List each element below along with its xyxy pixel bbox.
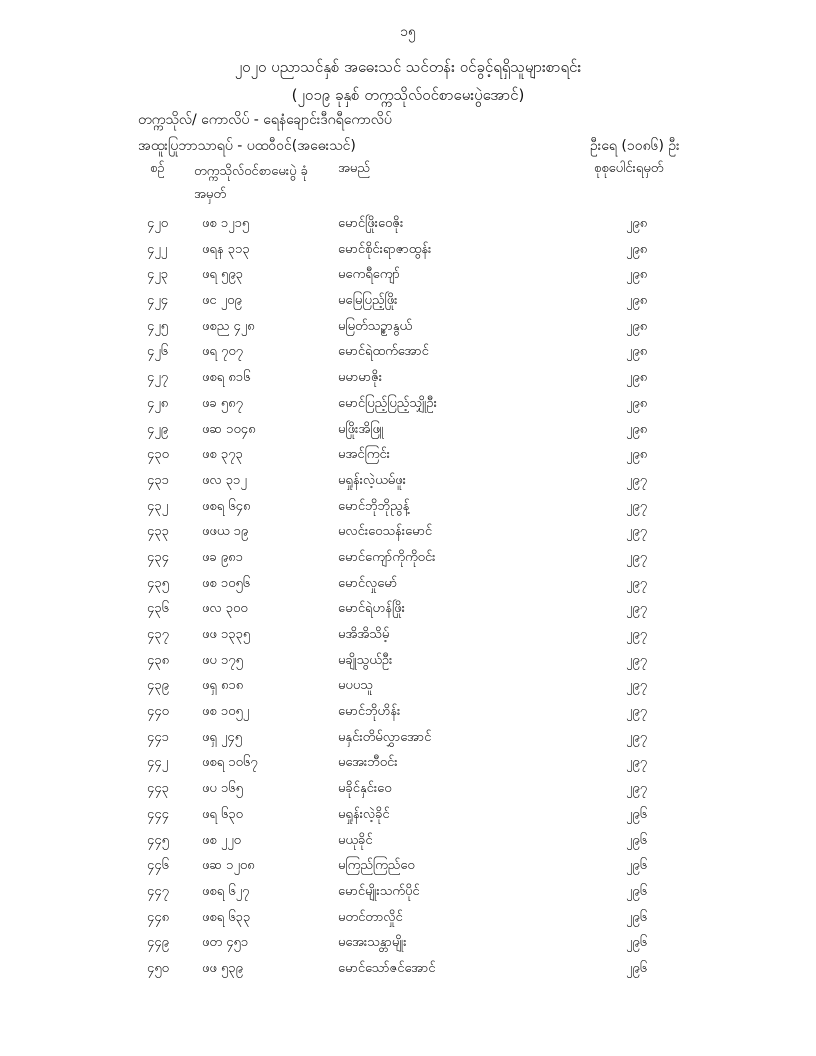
row-roll-number: ဖစ ၁၀၅၆ <box>202 575 251 591</box>
table-row <box>0 266 816 292</box>
table-row <box>0 934 816 960</box>
header-name: အမည် <box>338 161 370 176</box>
row-number: ၄၂၇ <box>147 370 169 386</box>
row-number: ၄၄၇ <box>147 883 169 899</box>
row-number: ၄၃၆ <box>147 601 169 617</box>
row-roll-number: ဖဖယ ၁၉ <box>202 524 249 540</box>
table-row <box>0 343 816 369</box>
table-row <box>0 729 816 755</box>
row-name: မမြတ်သဉ္စာနွယ် <box>338 318 413 334</box>
row-number: ၄၂၆ <box>147 344 169 360</box>
row-roll-number: ဖင ၂၀၉ <box>202 293 242 309</box>
subject-line: အထူးပြုဘာသာရပ် - ပထဝီဝင်(အဓေးသင်) <box>138 138 356 154</box>
row-name: မဖြိုးအိဖြူ <box>338 421 384 437</box>
row-number: ၄၄၆ <box>147 858 169 874</box>
row-roll-number: ဖရှ ၂၄၅ <box>202 729 243 745</box>
row-number: ၄၄၅ <box>147 832 169 848</box>
row-name: မောင်ရဲဟန်ဖြိုး <box>338 601 405 617</box>
table-row <box>0 883 816 909</box>
row-roll-number: ဖစ ၁၂၁၅ <box>202 216 250 231</box>
row-total: ၂၉၇ <box>626 652 648 668</box>
table-row <box>0 780 816 806</box>
table-row <box>0 472 816 498</box>
row-name: မကြည်ကြည်ဝေ <box>338 858 415 874</box>
row-total: ၂၉၇ <box>626 549 648 565</box>
row-total: ၂၉၈ <box>626 421 648 437</box>
row-name: မောင်ကျော်ကိုကိုဝင်း <box>338 549 436 565</box>
row-total: ၂၉၇ <box>626 729 648 745</box>
table-row <box>0 832 816 858</box>
row-total: ၂၉၇ <box>626 781 648 797</box>
row-name: မောင်ပြည့်ပြည့်သျှိုဦး <box>338 395 437 411</box>
page-number: ၁၅ <box>400 24 416 40</box>
table-row <box>0 369 816 395</box>
table-body <box>0 215 816 986</box>
row-name: မတင်တာလှိုင် <box>338 909 403 925</box>
row-total: ၂၉၈ <box>626 395 648 411</box>
row-total: ၂၉၇ <box>626 472 648 488</box>
row-number: ၄၃၁ <box>147 472 169 488</box>
table-row <box>0 318 816 344</box>
row-roll-number: ဖဖ ၁၃၃၅ <box>202 627 251 642</box>
row-number: ၄၃၇ <box>147 627 169 642</box>
row-roll-number: ဖစရ ၆၃၃ <box>202 909 251 925</box>
row-total: ၂၉၈ <box>626 318 648 334</box>
row-roll-number: ဖရ ၇၀၇ <box>202 344 243 360</box>
row-total: ၂၉၇ <box>626 498 648 514</box>
row-roll-number: ဖစရ ၆၄၈ <box>202 498 251 514</box>
row-number: ၄၄၀ <box>147 704 169 720</box>
header-no: စဉ် <box>150 161 165 176</box>
row-number: ၄၂၅ <box>147 318 169 334</box>
row-roll-number: ဖခ ၉၈၁ <box>202 549 243 565</box>
row-name: မခိုင်နှင်းဝေ <box>338 781 392 797</box>
row-roll-number: ဖတ ၄၅၁ <box>202 935 249 951</box>
row-number: ၄၄၃ <box>147 781 169 797</box>
table-row <box>0 421 816 447</box>
row-number: ၄၄၄ <box>147 806 169 822</box>
row-name: မောင်ရဲထက်အောင် <box>338 344 429 360</box>
table-row <box>0 703 816 729</box>
row-roll-number: ဖစရ ၁၀၆၇ <box>202 755 258 771</box>
row-name: မအေးဘီဝင်း <box>338 755 398 771</box>
row-roll-number: ဖစရ ၆၂၇ <box>202 883 250 899</box>
university-line: တက္ကသိုလ်/ ကောလိပ် - ရေနံချောင်းဒီဂရီကောလိပ် <box>138 112 392 128</box>
row-roll-number: ဖပ ၁၇၅ <box>202 652 243 668</box>
row-total: ၂၉၆ <box>626 909 648 925</box>
row-number: ၄၂၉ <box>147 421 169 437</box>
row-name: မောင်ဖြိုးဝေဇိုး <box>338 216 404 231</box>
row-total: ၂၉၆ <box>626 935 648 951</box>
row-total: ၂၉၇ <box>626 627 648 642</box>
row-name: မမာမာဇိုး <box>338 370 383 386</box>
row-total: ၂၉၈ <box>626 216 648 231</box>
table-row <box>0 498 816 524</box>
row-roll-number: ဖစရ ၈၁၆ <box>202 370 251 386</box>
row-total: ၂၉၈ <box>626 293 648 309</box>
table-row <box>0 960 816 986</box>
row-name: မနှင်းတိမ်လွှာအောင် <box>338 729 432 745</box>
row-number: ၄၄၈ <box>147 909 170 925</box>
row-total: ၂၉၇ <box>626 575 648 591</box>
row-name: မအိအိသိမ့် <box>338 627 390 642</box>
row-total: ၂၉၆ <box>626 806 648 822</box>
row-name: မပပသူ <box>338 678 373 694</box>
row-total: ၂၉၇ <box>626 678 648 694</box>
row-total: ၂၉၇ <box>626 755 648 771</box>
row-number: ၄၅၀ <box>147 960 169 976</box>
row-number: ၄၂၂ <box>147 241 168 257</box>
row-name: မရှုန်းလဲ့ယမ်ဖူး <box>338 472 406 488</box>
row-number: ၄၃၈ <box>147 652 170 668</box>
row-number: ၄၄၁ <box>147 729 169 745</box>
row-roll-number: ဖစ ၃၇၃ <box>202 447 243 463</box>
table-row <box>0 241 816 267</box>
table-row <box>0 754 816 780</box>
table-row <box>0 806 816 832</box>
table-row <box>0 677 816 703</box>
row-total: ၂၉၈ <box>626 344 648 360</box>
row-name: မလင်းဝေသန်းမောင် <box>338 524 433 540</box>
table-row <box>0 857 816 883</box>
row-roll-number: ဖဆ ၁၀၄၈ <box>202 421 256 437</box>
row-roll-number: ဖခ ၅၈၇ <box>202 395 243 411</box>
row-roll-number: ဖဖ ၅၃၉ <box>202 960 243 976</box>
row-roll-number: ဖရန ၃၁၃ <box>202 241 250 257</box>
row-number: ၄၂၈ <box>147 395 169 411</box>
document-title: ၂၀၂၀ ပညာသင်နှစ် အဓေးသင် သင်တန်း ဝင်ခွင့်ရရှိသူများစာရင်း <box>234 58 582 76</box>
row-name: မောင်မျိုးသက်ပိုင် <box>338 883 420 899</box>
row-name: မချိုသွယ်ဦး <box>338 652 393 668</box>
row-number: ၄၃၀ <box>147 447 169 463</box>
row-number: ၄၃၃ <box>147 524 169 540</box>
row-total: ၂၉၇ <box>626 704 648 720</box>
row-number: ၄၃၉ <box>147 678 169 694</box>
row-roll-number: ဖရှ ၈၁၈ <box>202 678 244 694</box>
row-total: ၂၉၈ <box>626 447 648 463</box>
row-name: မကေရီကျော် <box>338 267 400 283</box>
table-row <box>0 909 816 935</box>
row-number: ၄၂၄ <box>147 293 169 309</box>
row-roll-number: ဖစ ၂၂၀ <box>202 832 241 848</box>
row-roll-number: ဖဆ ၁၂၀၈ <box>202 858 255 874</box>
table-row <box>0 600 816 626</box>
row-total: ၂၉၈ <box>626 241 648 257</box>
row-total: ၂၉၆ <box>626 883 648 899</box>
row-number: ၄၄၂ <box>147 755 169 771</box>
row-roll-number: ဖရ ၅၉၃ <box>202 267 243 283</box>
row-name: မောင်လှုမော် <box>338 575 398 591</box>
row-name: မောင်ဘိုဟိန်း <box>338 704 401 720</box>
table-row <box>0 446 816 472</box>
row-number: ၄၄၉ <box>147 935 169 951</box>
total-count-line: ဦးရေ (၁၀၈၆) ဦး <box>590 138 680 154</box>
row-total: ၂၉၇ <box>626 601 648 617</box>
table-row <box>0 575 816 601</box>
row-total: ၂၉၇ <box>626 524 648 540</box>
document-subtitle: (၂၀၁၉ ခုနှစ် တက္ကသိုလ်ဝင်စာမေးပွဲအောင်) <box>291 86 525 104</box>
table-row <box>0 626 816 652</box>
row-number: ၄၃၅ <box>147 575 169 591</box>
row-total: ၂၉၆ <box>626 960 648 976</box>
table-row <box>0 292 816 318</box>
header-total: စုစုပေါင်းရမှတ် <box>594 161 664 176</box>
row-name: မောင်သော်ဇင်အောင် <box>338 960 436 976</box>
row-name: မရှုန်းလဲ့ခိုင် <box>338 806 390 822</box>
table-row <box>0 549 816 575</box>
row-roll-number: ဖလ ၃၁၂ <box>202 472 247 488</box>
row-roll-number: ဖပ ၁၆၅ <box>202 781 243 797</box>
row-roll-number: ဖလ ၃၀၀ <box>202 601 248 617</box>
table-row <box>0 652 816 678</box>
row-number: ၄၂၀ <box>147 216 169 231</box>
row-total: ၂၉၈ <box>626 267 648 283</box>
row-name: မောင်စိုင်းရာဇာထွန်း <box>338 241 432 257</box>
row-name: မမြေပြည့်ဖြိုး <box>338 293 398 309</box>
table-row <box>0 395 816 421</box>
row-name: မယုခိုင် <box>338 832 373 848</box>
row-number: ၄၃၄ <box>147 549 169 565</box>
header-roll: တက္ကသိုလ်ဝင်စာမေးပွဲ ခုံအမှတ် <box>194 164 308 202</box>
row-name: မောင်ဘိုဘိုညွန့် <box>338 498 410 514</box>
row-name: မအင်ကြင်း <box>338 447 390 463</box>
row-total: ၂၉၈ <box>626 370 648 386</box>
row-roll-number: ဖစ ၁၀၅၂ <box>202 704 250 720</box>
table-row <box>0 523 816 549</box>
table-row <box>0 215 816 241</box>
row-total: ၂၉၆ <box>626 858 648 874</box>
row-total: ၂၉၆ <box>626 832 648 848</box>
row-number: ၄၂၃ <box>147 267 169 283</box>
row-roll-number: ဖရ ၆၃၀ <box>202 806 243 822</box>
row-number: ၄၃၂ <box>147 498 169 514</box>
row-roll-number: ဖစည ၄၂၈ <box>202 318 255 334</box>
row-name: မအေးသန္တာမျိုး <box>338 935 407 951</box>
